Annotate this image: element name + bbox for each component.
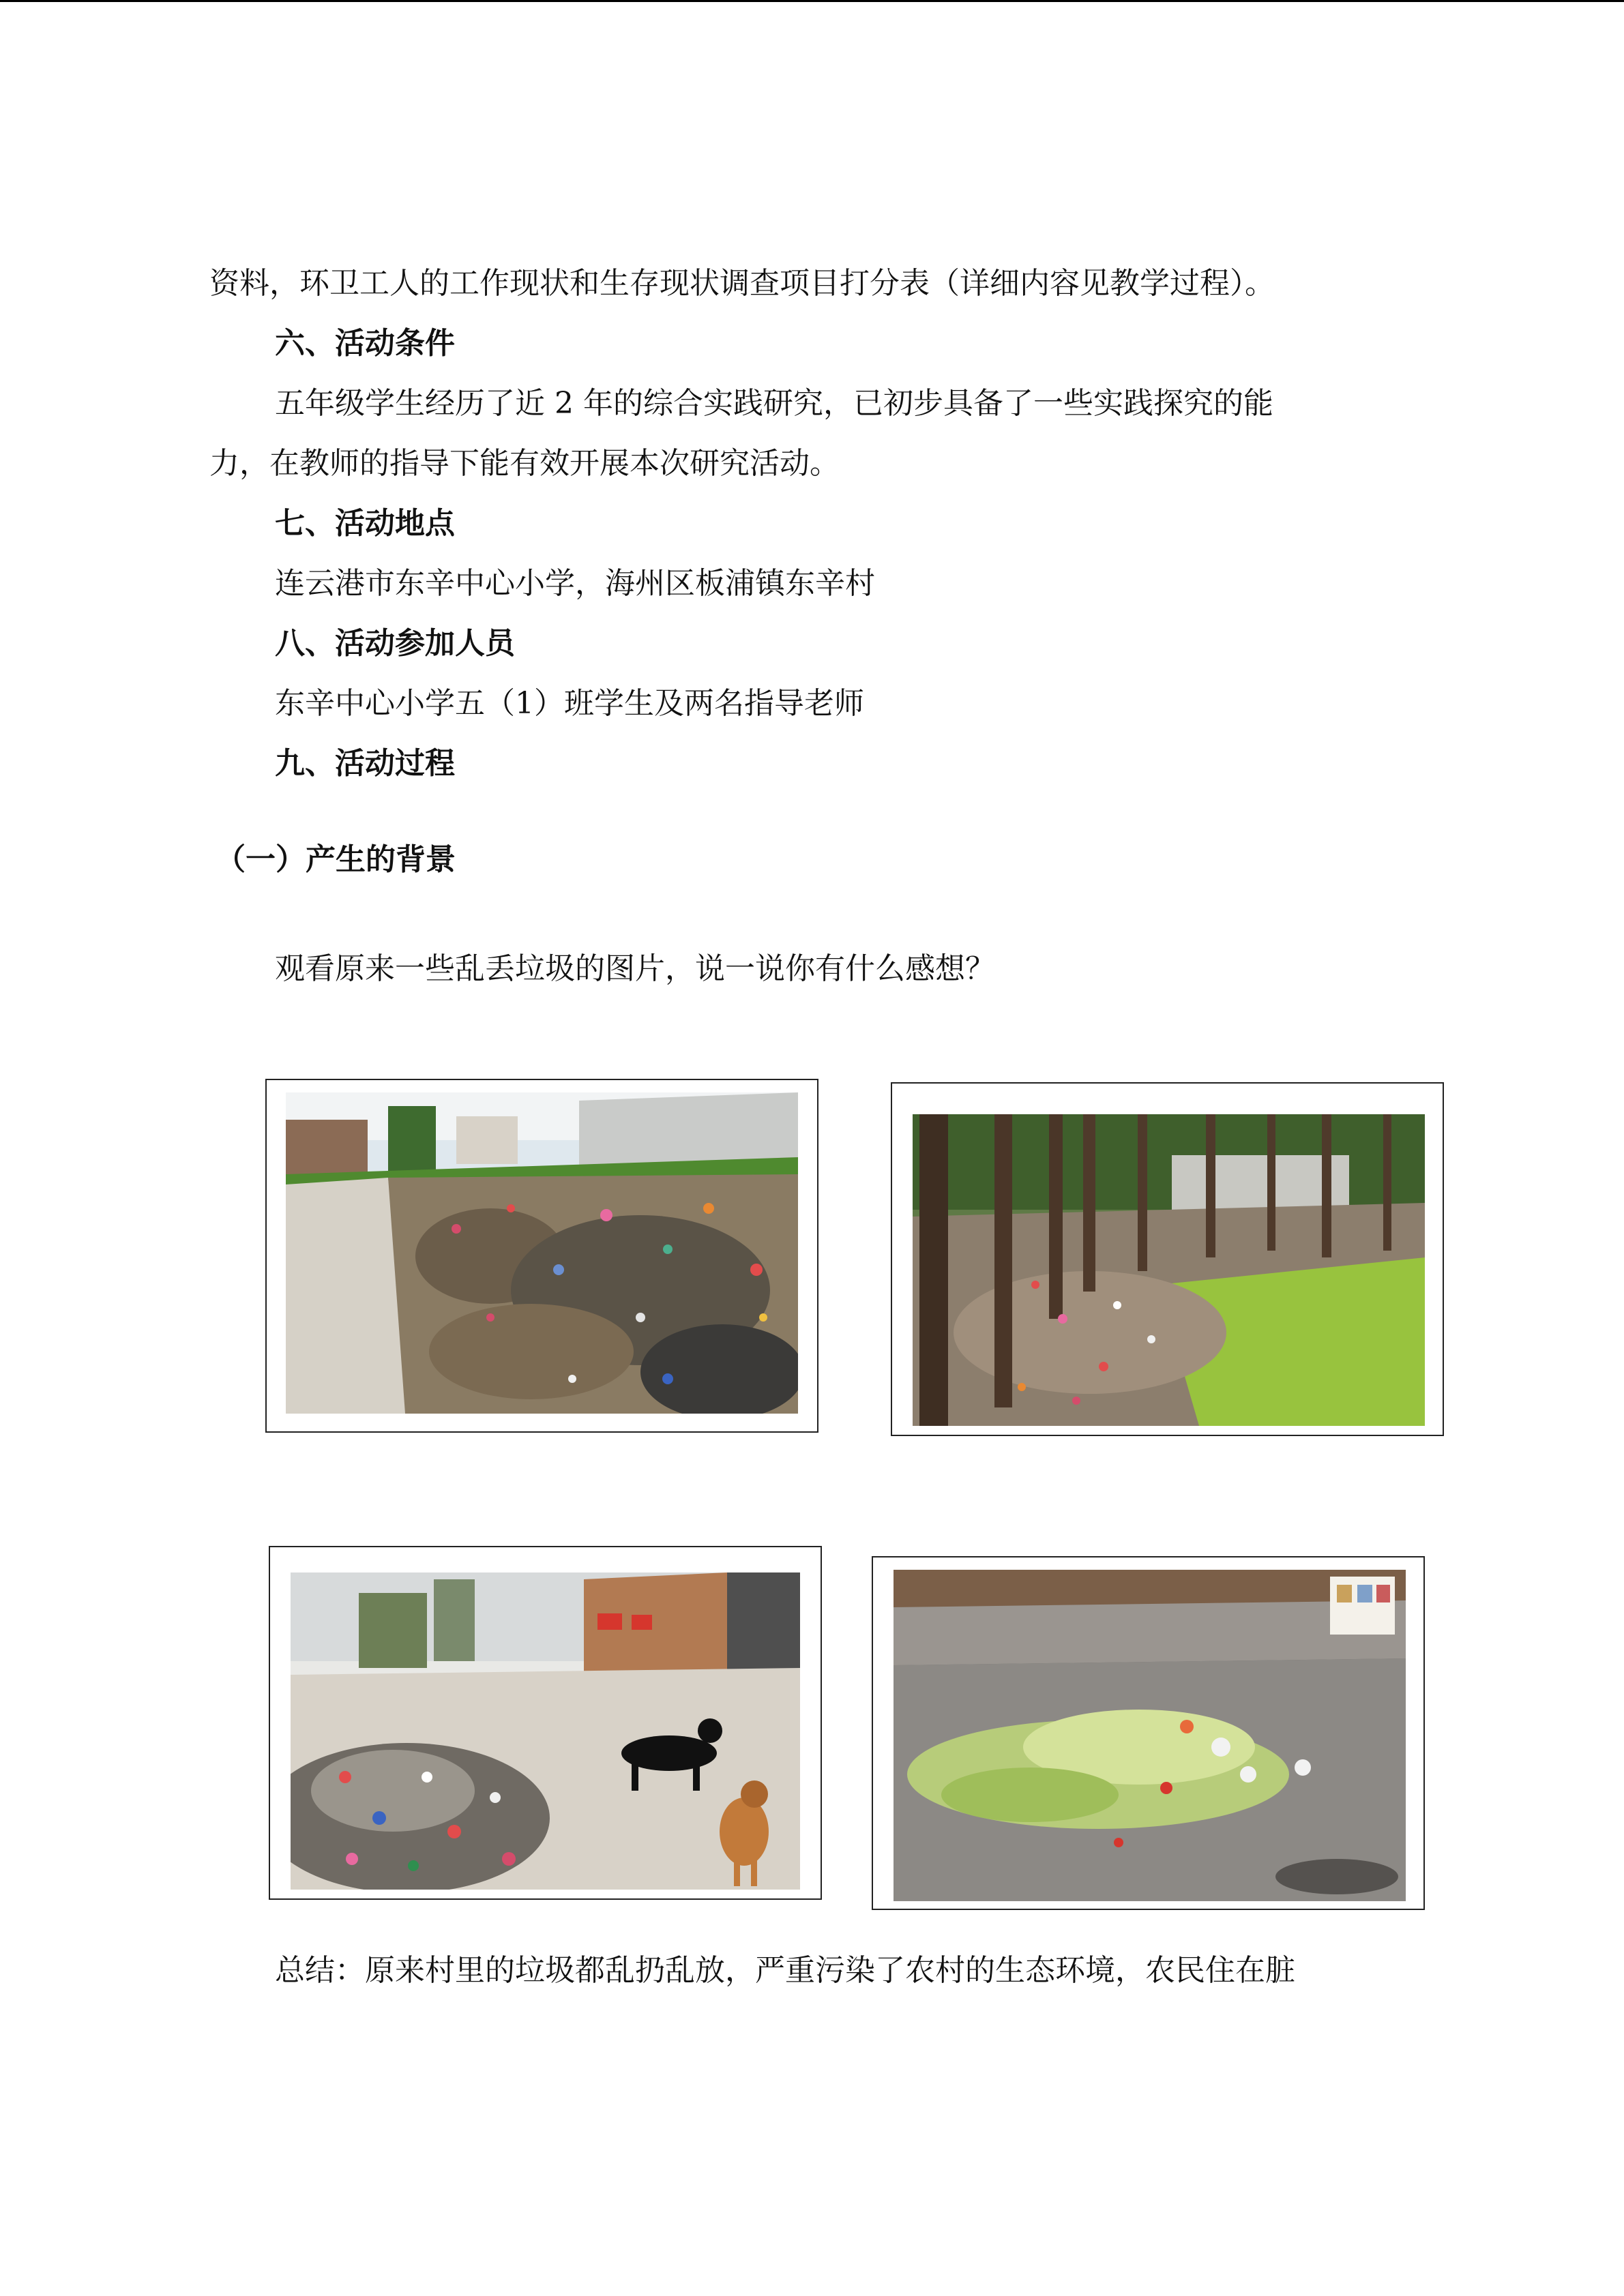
section-8-body: 东辛中心小学五（1）班学生及两名指导老师 (275, 686, 864, 721)
page-top-rule (0, 0, 1624, 2)
section-8-heading: 八、活动参加人员 (275, 626, 515, 661)
photo-frame-4 (872, 1556, 1425, 1910)
photo-roadside-garbage (286, 1092, 798, 1414)
photo-vegetable-waste (894, 1570, 1406, 1901)
section-6-body-line-2: 力，在教师的指导下能有效开展本次研究活动。 (209, 446, 840, 481)
section-6-heading: 六、活动条件 (275, 326, 455, 361)
photo-frame-3 (269, 1546, 822, 1900)
photo-frame-2 (891, 1082, 1444, 1436)
photo-frame-1 (265, 1079, 818, 1433)
photo-wooded-pond-garbage (913, 1114, 1425, 1426)
section-7-body: 连云港市东辛中心小学，海州区板浦镇东辛村 (275, 566, 875, 601)
subsection-1-heading: （一）产生的背景 (216, 842, 456, 877)
subsection-1-prompt: 观看原来一些乱丢垃圾的图片，说一说你有什么感想？ (275, 951, 995, 986)
summary-text: 总结：原来村里的垃圾都乱扔乱放，严重污染了农村的生态环境，农民住在脏 (275, 1953, 1295, 1988)
section-9-heading: 九、活动过程 (275, 746, 455, 781)
section-6-body-line-1: 五年级学生经历了近 2 年的综合实践研究，已初步具备了一些实践探究的能 (275, 386, 1273, 421)
photo-garbage-with-dogs (291, 1572, 800, 1890)
paragraph-continued: 资料，环卫工人的工作现状和生存现状调查项目打分表（详细内容见教学过程）。 (209, 266, 1275, 301)
section-7-heading: 七、活动地点 (275, 506, 455, 541)
